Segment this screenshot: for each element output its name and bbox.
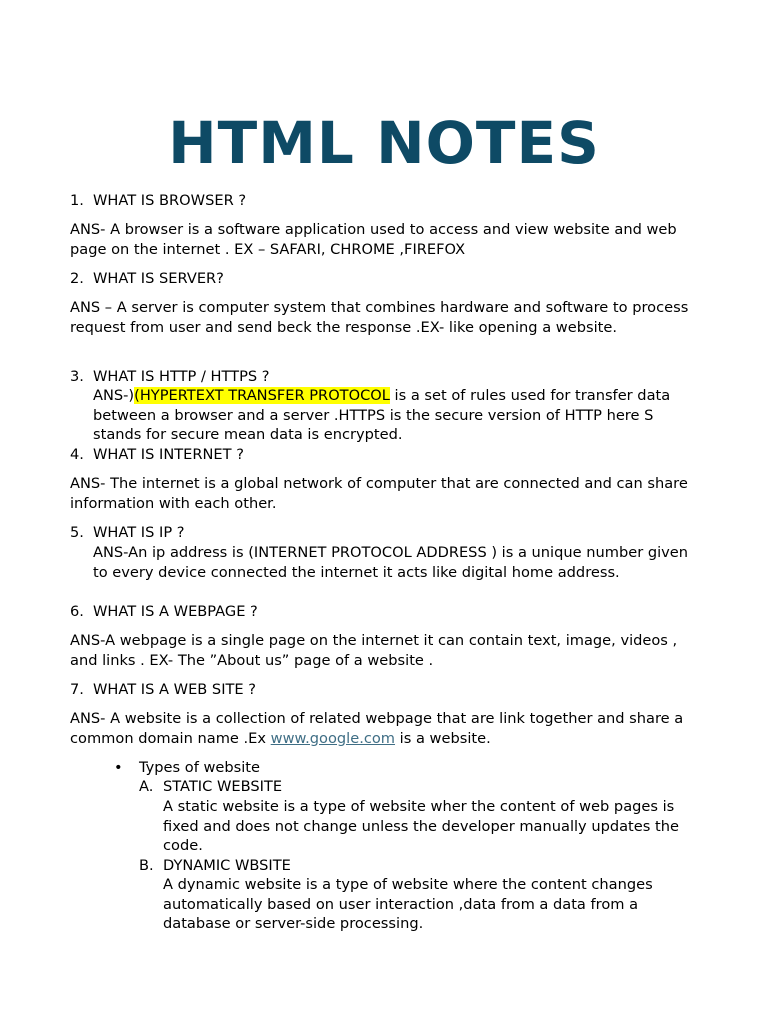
question-text: WHAT IS BROWSER ? [93,192,247,209]
question-number: 2. [70,270,84,287]
question-text: WHAT IS INTERNET ? [93,446,244,463]
answer-2: ANS – A server is computer system that combines hardware and software to process request from user and send beck the response .EX- like opening a website. [70,299,689,336]
answer-3 [93,386,690,445]
question-3 [70,367,690,387]
types-label: Types of website [139,759,261,776]
question-number: 1. [70,192,84,209]
sub-letter-b: B. [139,857,154,874]
question-number: 6. [70,603,84,620]
question-number: 5. [70,524,84,541]
page-title: HTML NOTES [168,109,600,177]
dynamic-website-text: A dynamic website is a type of website where the content changes automatically based on user interaction ,data from a data from a database or server-side processing. [163,876,653,933]
question-6 [70,602,690,622]
sub-letter-a: A. [139,778,154,795]
question-5 [70,523,690,543]
question-number: 7. [70,681,84,698]
answer-4: ANS- The internet is a global network of computer that are connected and can share information with each other. [70,475,688,512]
question-1 [70,191,690,211]
answer-7 [70,709,690,748]
answer-1: ANS- A browser is a software application used to access and view website and web page on the internet . EX – SAFARI, CHROME ,FIREFOX [70,221,677,258]
question-text: WHAT IS IP ? [93,524,185,541]
dynamic-website-title: DYNAMIC WBSITE [163,857,291,874]
static-website-text: A static website is a type of website wher the content of web pages is fixed and does not change unless the developer manually updates the code. [163,798,679,855]
question-4 [70,445,690,465]
answer-text: is a set of rules used for transfer data between a browser and a server .HTTPS is the secure version of HTTP here S stands for secure mean data is encrypted. [93,387,671,444]
question-text: WHAT IS A WEB SITE ? [93,681,257,698]
answer-5: ANS-An ip address is (INTERNET PROTOCOL ADDRESS ) is a unique number given to every device connected the internet it acts like digital home address. [93,544,689,581]
answer-6: ANS-A webpage is a single page on the internet it can contain text, image, videos , and links . EX- The ”About us” page of a website . [70,632,678,669]
static-website-title: STATIC WEBSITE [163,778,283,795]
google-link[interactable]: www.google.com [270,729,396,747]
answer-text: ANS- A website is a collection of related webpage that are link together and share a common domain name .Ex [70,710,684,747]
question-text: WHAT IS HTTP / HTTPS ? [93,368,270,385]
answer-text-end: is a website. [395,729,491,747]
question-number: 4. [70,446,84,463]
bullet-icon: • [114,759,123,776]
highlighted-term: (HYPERTEXT TRANSFER PROTOCOL [134,387,390,404]
question-text: WHAT IS SERVER? [93,270,224,287]
question-text: WHAT IS A WEBPAGE ? [93,603,258,620]
question-7 [70,680,690,700]
question-number: 3. [70,368,84,385]
question-2 [70,269,690,289]
answer-prefix: ANS-) [93,387,135,404]
